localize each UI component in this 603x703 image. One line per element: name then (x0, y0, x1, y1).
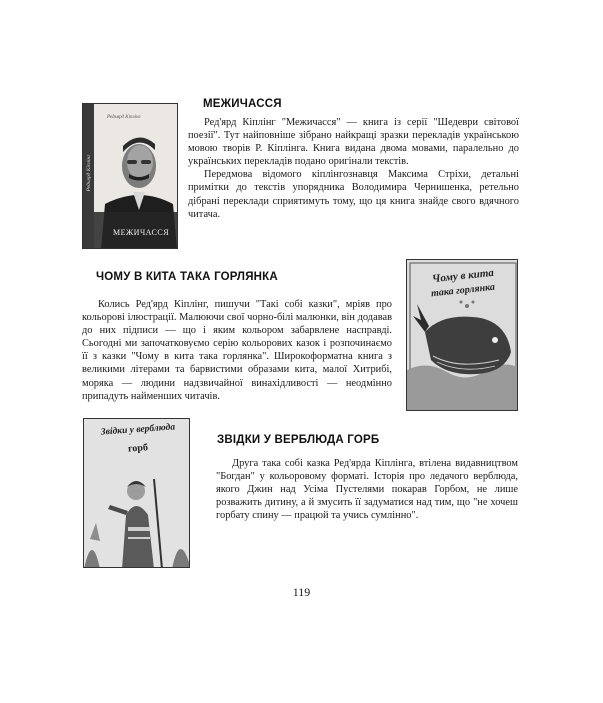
cover-title-line: така горлянка (430, 281, 496, 300)
cover-title-line: Чому в кита (431, 266, 495, 286)
book-description (188, 116, 519, 221)
paragraph: Ред'ярд Кіплінг "Межичасся" — книга із серії "Шедеври світової поезії". Тут найповніше зібрано найкращі зразки перекладів українською мовою творів Р. Кіплінга. Книга видана двома мовами, паралельно до українських перекладів подано оригінали текстів. (188, 117, 519, 168)
paragraph: Передмова відомого кіплінгознавця Максима Стріхи, детальні примітки до текстів упорядника Володимира Чернишенка, ретельно дібрані переклади сприятимуть тому, що ця книга знайде свого вдячного читача. (188, 169, 519, 220)
cover-spine-text: Редьярд Кіплінг (86, 154, 92, 192)
book-cover-camel (83, 418, 190, 568)
book-title: ЗВІДКИ У ВЕРБЛЮДА ГОРБ (217, 434, 380, 446)
paragraph: Колись Ред'ярд Кіплінг, пишучи "Такі собі казки", мріяв про кольорові ілюстрації. Малюючи свої чорно-білі малюнки, він додавав до них підписи — що і яким кольором забарвлене насправді. Сьогодні ми започатковуємо серію кольорових казок і розпочинаємо її з казки "Чому в кита така горлянка". Широкоформатна книга з великими літерами та барвистими образами кита, малої Хитрибі, моряка — людини надзвичайної винахідливості — неодмінно припадуть найменших читачів. (82, 299, 392, 402)
book-description (82, 298, 392, 403)
cover-title-line: горб (127, 442, 149, 455)
paragraph: Друга така собі казка Ред'ярда Кіплінга, втілена видавництвом "Богдан" у кольоровому форматі. Історія про ледачого верблюда, якого Джин над Усіма Пустелями покарав Горбом, не лише розважить дитину, а й змусить її задуматися над тим, що "не хочеш горбату спину — працюй та учись сумлінно". (216, 458, 518, 522)
book-title: ЧОМУ В КИТА ТАКА ГОРЛЯНКА (96, 271, 278, 283)
book-title: МЕЖИЧАССЯ (203, 98, 282, 110)
cover-title-line: Звідки у верблюда (100, 422, 176, 438)
cover-title: МЕЖИЧАССЯ (113, 228, 170, 237)
svg-text:Редьярд Кіплінг: Редьярд Кіплінг (107, 115, 141, 120)
book-cover-mezhychassia (82, 103, 178, 249)
book-cover-whale (406, 259, 518, 411)
book-description (216, 457, 518, 522)
page-number: 119 (292, 585, 311, 599)
